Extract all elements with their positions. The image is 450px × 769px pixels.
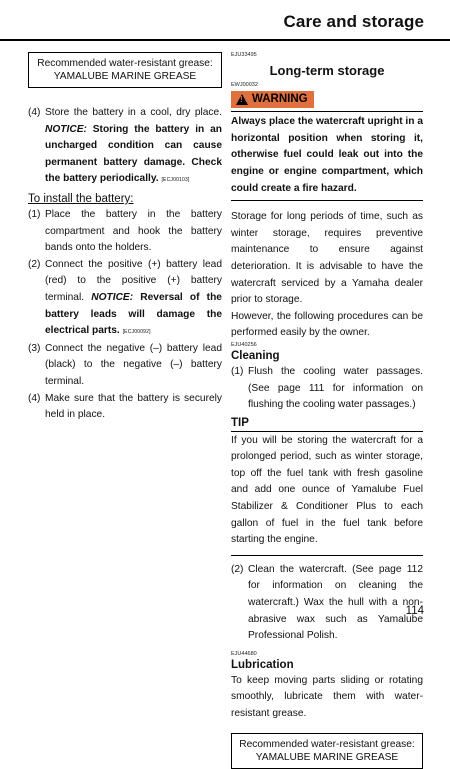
- lubrication-heading: Lubrication: [231, 658, 294, 671]
- box-line-2: YAMALUBE MARINE GREASE: [53, 71, 197, 82]
- section-title: Long-term storage: [269, 63, 385, 78]
- intro-paragraph: Storage for long periods of time, such as winter storage, requires preventive maintenance to ensure against deterioration. It is advisable to have the watercraft serviced by a Yamaha dealer prior to storage.: [231, 211, 423, 306]
- ref-code: [ECJ00103]: [161, 177, 190, 184]
- cleaning-heading: Cleaning: [231, 349, 280, 362]
- list-item: (1) Place the battery in the battery compartment and hook the battery bands onto the holders.: [28, 208, 222, 254]
- notice-text: Reversal of the battery leads will damage the electrical parts.: [45, 291, 222, 337]
- list-item: (1) Flush the cooling water passages. (See page 111 for information on flushing the cooling water passages.): [231, 365, 423, 411]
- warning-label: WARNING: [252, 92, 308, 105]
- notice-label: NOTICE:: [91, 291, 134, 303]
- page-number: 114: [405, 605, 424, 617]
- ref-code: [ECJ00092]: [122, 329, 151, 336]
- warning-badge: [231, 91, 314, 108]
- ref-code: EJU33495: [231, 52, 257, 58]
- grease-recommendation-box: [231, 733, 423, 769]
- list-item: (2) Clean the watercraft. (See page 112 for information on cleaning the watercraft.) Wax the hull with a non-abrasive wax such as Yamalube Professional Polish.: [231, 563, 423, 642]
- box-line-2: YAMALUBE MARINE GREASE: [255, 751, 399, 763]
- intro-paragraph-2: However, the following procedures can be performed easily by the owner.: [231, 310, 423, 339]
- left-column: [28, 52, 222, 424]
- box-line-1: Recommended water-resistant grease:: [239, 738, 415, 750]
- header-rule: [0, 39, 450, 41]
- list-item: [28, 105, 222, 189]
- list-item: (3) Connect the negative (–) battery lead (black) to the negative (–) battery terminal.: [28, 342, 222, 387]
- notice-label: NOTICE:: [45, 123, 87, 135]
- lubrication-text: To keep moving parts sliding or rotating smoothly, lubricate them with water-resistant grease.: [231, 674, 423, 719]
- ref-code: EWJ00032: [231, 81, 258, 88]
- ref-code: EJU40256: [231, 341, 257, 348]
- list-item: (2) Connect the positive (+) battery lead (red) to the positive (+) battery terminal. NOTICE: Reversal of the battery leads will damage the electrical parts. [ECJ00092]: [28, 258, 222, 337]
- warning-header: [231, 91, 423, 113]
- grease-recommendation-box: [28, 52, 222, 88]
- tip-label: TIP: [231, 415, 423, 432]
- item-number: (4): [28, 107, 41, 118]
- ref-code: EJU44680: [231, 650, 257, 657]
- box-line-1: Recommended water-resistant grease:: [37, 58, 213, 69]
- notice-text: Storing the battery in an uncharged condition can cause permanent battery damage. Check the battery periodically.: [45, 123, 222, 185]
- page-header-title: Care and storage: [283, 12, 424, 31]
- item-text: Store the battery in a cool, dry place. NOTICE: Storing the battery in an uncharged condition can cause permanent battery damage. Check the battery periodically. [ECJ00103]: [45, 107, 222, 185]
- list-item: (4) Make sure that the battery is securely held in place.: [28, 392, 222, 421]
- install-battery-heading: To install the battery:: [28, 192, 134, 205]
- right-column: [231, 52, 423, 769]
- warning-triangle-icon: [236, 94, 248, 105]
- tip-text: If you will be storing the watercraft for a prolonged period, such as winter storage, top off the fuel tank with fresh gasoline and add one ounce of Yamalube Fuel Stabilizer & Conditioner Plus to each gallon of fuel in the fuel tank before starting the engine.: [231, 432, 423, 556]
- warning-text: Always place the watercraft upright in a horizontal position when storing it, otherwise fuel could leak out into the engine or engine compartment, which could create a fire hazard.: [231, 112, 423, 201]
